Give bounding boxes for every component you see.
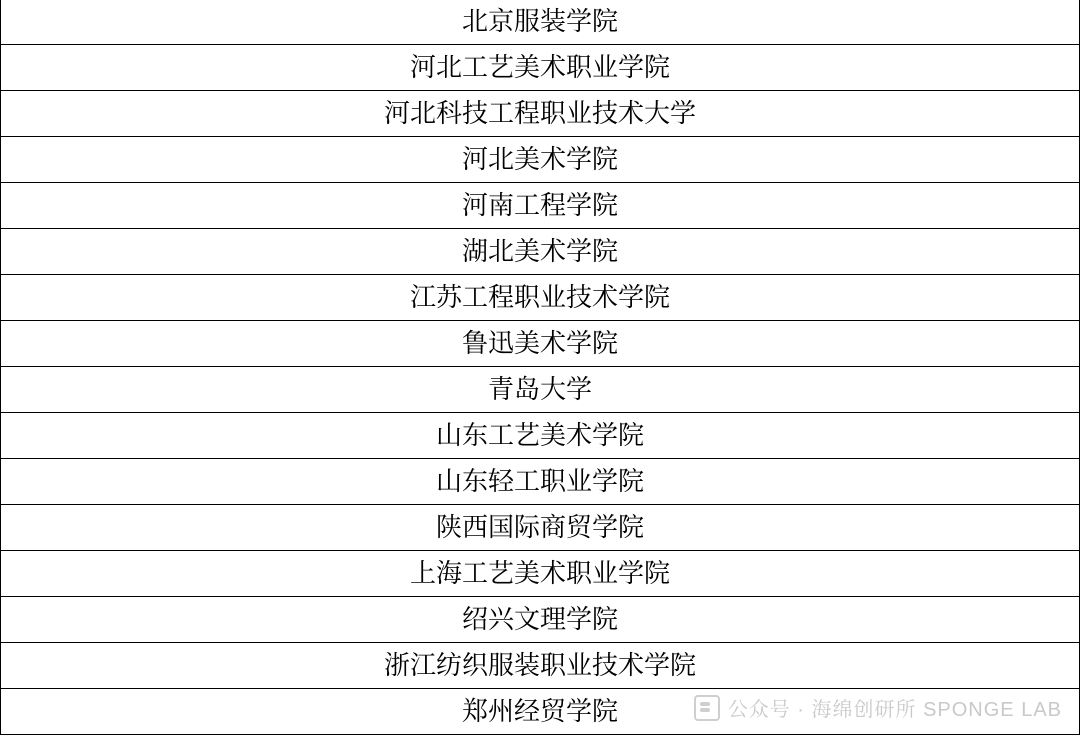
school-name-cell: 鲁迅美术学院 [1, 321, 1080, 367]
table-row [1, 275, 1080, 321]
table-row [1, 45, 1080, 91]
school-name-cell: 上海工艺美术职业学院 [1, 551, 1080, 597]
school-name-cell: 河北科技工程职业技术大学 [1, 91, 1080, 137]
school-name-cell: 河北美术学院 [1, 137, 1080, 183]
school-name-cell: 河南工程学院 [1, 183, 1080, 229]
school-name-cell: 浙江纺织服装职业技术学院 [1, 643, 1080, 689]
school-name-cell: 河北工艺美术职业学院 [1, 45, 1080, 91]
table-row [1, 367, 1080, 413]
school-name-cell: 山东工艺美术学院 [1, 413, 1080, 459]
school-name-cell: 湖北美术学院 [1, 229, 1080, 275]
table-row [1, 551, 1080, 597]
table-row [1, 183, 1080, 229]
watermark-text: 公众号 · 海绵创研所 SPONGE LAB [727, 699, 1062, 721]
school-name-cell: 陕西国际商贸学院 [1, 505, 1080, 551]
table-row [1, 597, 1080, 643]
school-name-cell: 山东轻工职业学院 [1, 459, 1080, 505]
table-row [1, 137, 1080, 183]
table-row [1, 0, 1080, 45]
school-name-cell: 北京服装学院 [1, 0, 1080, 45]
table-row [1, 321, 1080, 367]
table-row [1, 643, 1080, 689]
table-row [1, 413, 1080, 459]
table-row [1, 91, 1080, 137]
school-name-cell: 郑州经贸学院 [1, 689, 1080, 735]
school-name-cell: 绍兴文理学院 [1, 597, 1080, 643]
table-row [1, 229, 1080, 275]
school-name-cell: 江苏工程职业技术学院 [1, 275, 1080, 321]
table-row [1, 689, 1080, 735]
table-row [1, 505, 1080, 551]
school-name-cell: 青岛大学 [1, 367, 1080, 413]
table-row [1, 459, 1080, 505]
